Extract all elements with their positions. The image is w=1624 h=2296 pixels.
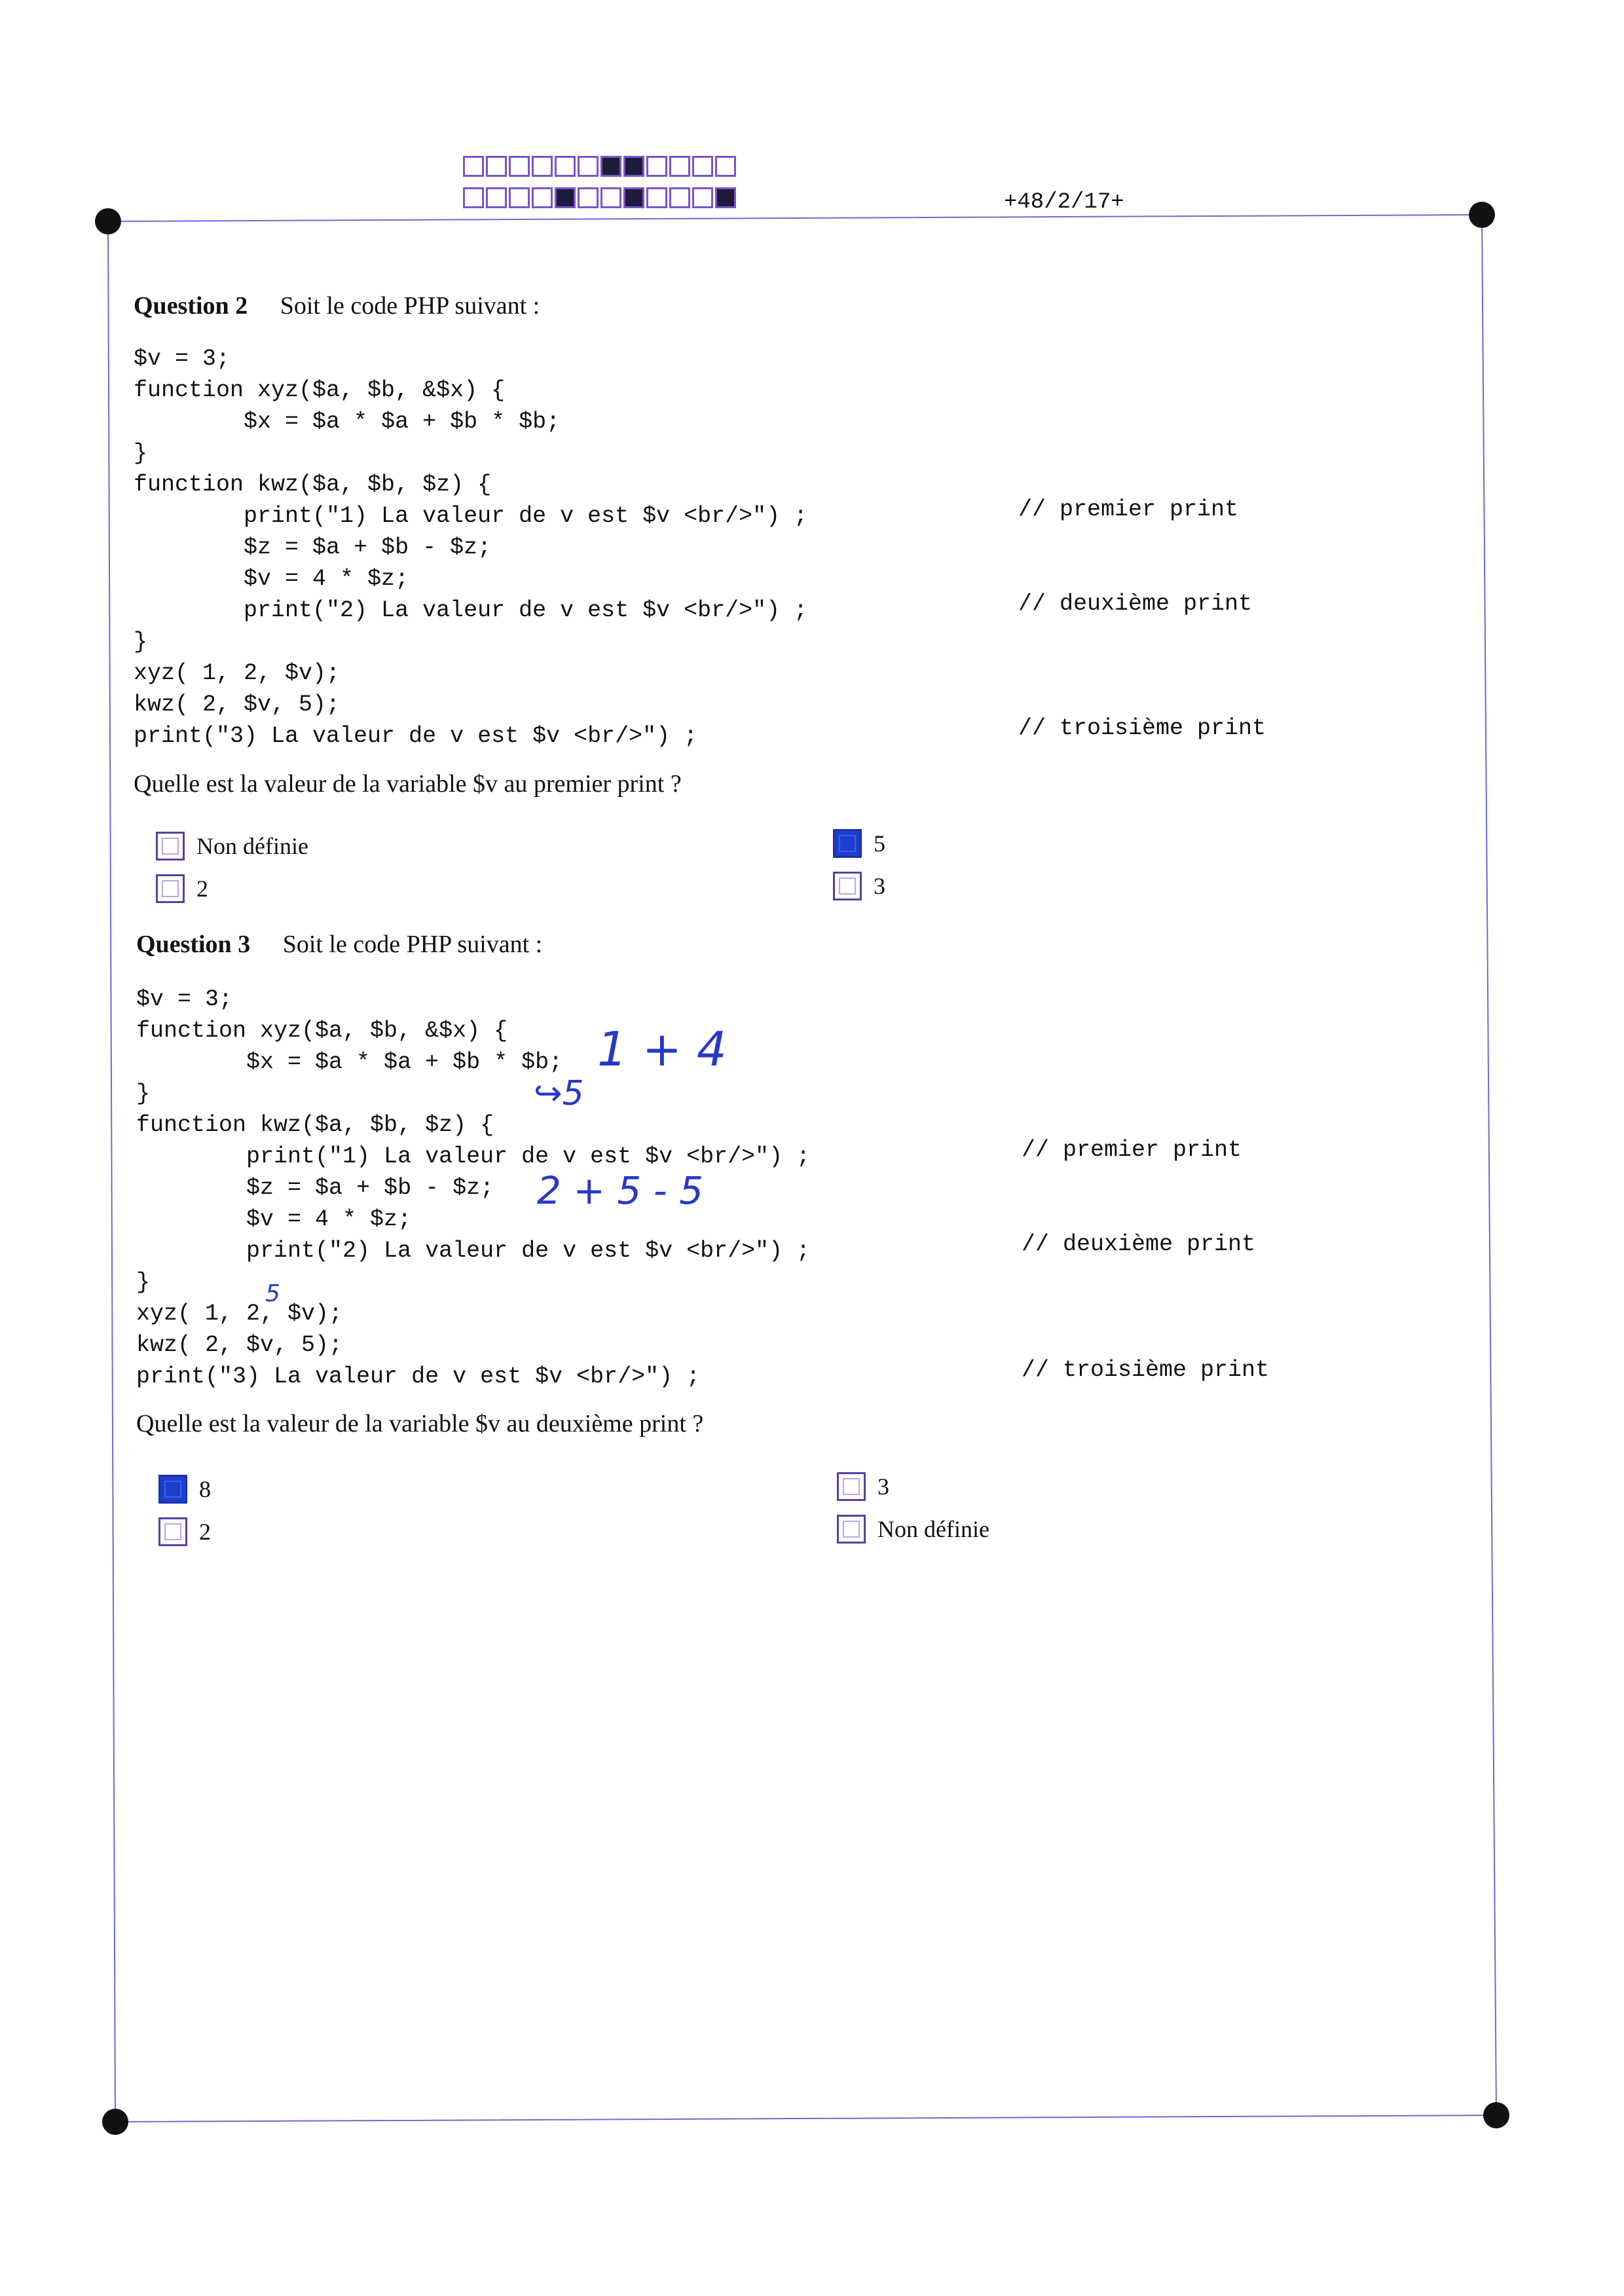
question-2-intro: Soit le code PHP suivant : xyxy=(280,292,540,320)
question-2-comment-1: // premier print xyxy=(1018,496,1239,523)
barcode-cell-empty xyxy=(555,156,576,177)
handwritten-note-expression: 2 + 5 - 5 xyxy=(537,1168,703,1213)
q3-option-8[interactable] xyxy=(158,1475,211,1504)
page-id: +48/2/17+ xyxy=(1004,190,1124,215)
checkbox-checked[interactable] xyxy=(158,1475,187,1504)
barcode-cell-filled xyxy=(623,187,644,208)
option-label: Non définie xyxy=(877,1516,989,1542)
question-2-header xyxy=(134,291,540,320)
question-3-comment-1: // premier print xyxy=(1022,1137,1242,1163)
barcode-cell-filled xyxy=(715,187,736,208)
barcode-cell-empty xyxy=(646,187,667,208)
checkbox[interactable] xyxy=(837,1472,866,1501)
option-label: 8 xyxy=(199,1476,211,1502)
barcode-cell-empty xyxy=(486,156,507,177)
option-label: 2 xyxy=(199,1519,211,1545)
barcode-row-2 xyxy=(463,187,738,208)
barcode-cell-empty xyxy=(532,156,553,177)
barcode-cell-empty xyxy=(646,156,667,177)
question-2-comment-3: // troisième print xyxy=(1018,715,1266,741)
barcode-cell-empty xyxy=(578,187,599,208)
question-3-label: Question 3 xyxy=(136,931,251,958)
question-3-prompt: Quelle est la valeur de la variable $v au deuxième print ? xyxy=(136,1410,704,1437)
question-3-comment-3: // troisième print xyxy=(1022,1357,1270,1383)
question-3-code: $v = 3; function xyz($a, $b, &$x) { $x = $a * $a + $b * $b; } function kwz($a, $b, $z) { print("1) La valeur de v est $v <br/>") ; $z = $a + $b - $z; $v = 4 * $z; print("2) La valeur de v est $v <br/>") ; } xyz( 1, 2, $v); kwz( 2, $v, 5); print("3) La valeur de v est $v <br/>") ; xyxy=(136,986,811,1390)
barcode-cell-empty xyxy=(463,187,484,208)
checkbox[interactable] xyxy=(156,874,185,903)
barcode-cell-filled xyxy=(600,156,621,177)
barcode-cell-filled xyxy=(623,156,644,177)
q2-option-5[interactable] xyxy=(833,829,885,858)
corner-marker-bottom-right xyxy=(1483,2102,1509,2128)
q3-option-3[interactable] xyxy=(837,1472,889,1501)
barcode-cell-empty xyxy=(509,156,530,177)
corner-marker-top-left xyxy=(95,208,121,234)
barcode-cell-empty xyxy=(463,156,484,177)
option-label: 2 xyxy=(196,876,208,902)
barcode-cell-empty xyxy=(486,187,507,208)
barcode-cell-empty xyxy=(532,187,553,208)
handwritten-note-sum: 1 + 4 xyxy=(597,1022,727,1077)
option-label: Non définie xyxy=(196,833,308,859)
checkbox-checked[interactable] xyxy=(833,829,862,858)
corner-marker-bottom-left xyxy=(102,2109,128,2135)
barcode-cell-empty xyxy=(509,187,530,208)
question-2-comment-2: // deuxième print xyxy=(1018,591,1253,617)
handwritten-note-result: ↪5 xyxy=(534,1074,584,1113)
q2-option-3[interactable] xyxy=(833,872,885,900)
barcode-cell-empty xyxy=(692,156,713,177)
barcode-cell-empty xyxy=(669,156,690,177)
barcode-cell-empty xyxy=(692,187,713,208)
question-3-comment-2: // deuxième print xyxy=(1022,1231,1256,1257)
q3-option-non-definie[interactable] xyxy=(837,1515,989,1544)
option-label: 3 xyxy=(877,1473,889,1500)
barcode-cell-empty xyxy=(578,156,599,177)
checkbox[interactable] xyxy=(156,832,185,861)
checkbox[interactable] xyxy=(158,1517,187,1546)
checkbox[interactable] xyxy=(833,872,862,900)
corner-marker-top-right xyxy=(1469,202,1495,228)
barcode-cell-filled xyxy=(555,187,576,208)
barcode-cell-empty xyxy=(715,156,736,177)
option-label: 3 xyxy=(874,873,885,899)
barcode-cell-empty xyxy=(600,187,621,208)
question-2-label: Question 2 xyxy=(134,292,248,320)
checkbox[interactable] xyxy=(837,1515,866,1544)
barcode-row-1 xyxy=(463,156,738,177)
barcode-cell-empty xyxy=(669,187,690,208)
question-3-intro: Soit le code PHP suivant : xyxy=(282,931,543,958)
q2-option-2[interactable] xyxy=(156,874,208,903)
question-2-prompt: Quelle est la valeur de la variable $v au premier print ? xyxy=(134,770,682,798)
handwritten-note-v: 5 xyxy=(265,1280,280,1307)
q2-option-non-definie[interactable] xyxy=(156,832,308,861)
option-label: 5 xyxy=(874,830,885,857)
q3-option-2[interactable] xyxy=(158,1517,211,1546)
question-3-header xyxy=(136,930,542,959)
question-2-code: $v = 3; function xyz($a, $b, &$x) { $x = $a * $a + $b * $b; } function kwz($a, $b, $z) { print("1) La valeur de v est $v <br/>") ; $z = $a + $b - $z; $v = 4 * $z; print("2) La valeur de v est $v <br/>") ; } xyz( 1, 2, $v); kwz( 2, $v, 5); print("3) La valeur de v est $v <br/>") ; xyxy=(134,346,808,749)
